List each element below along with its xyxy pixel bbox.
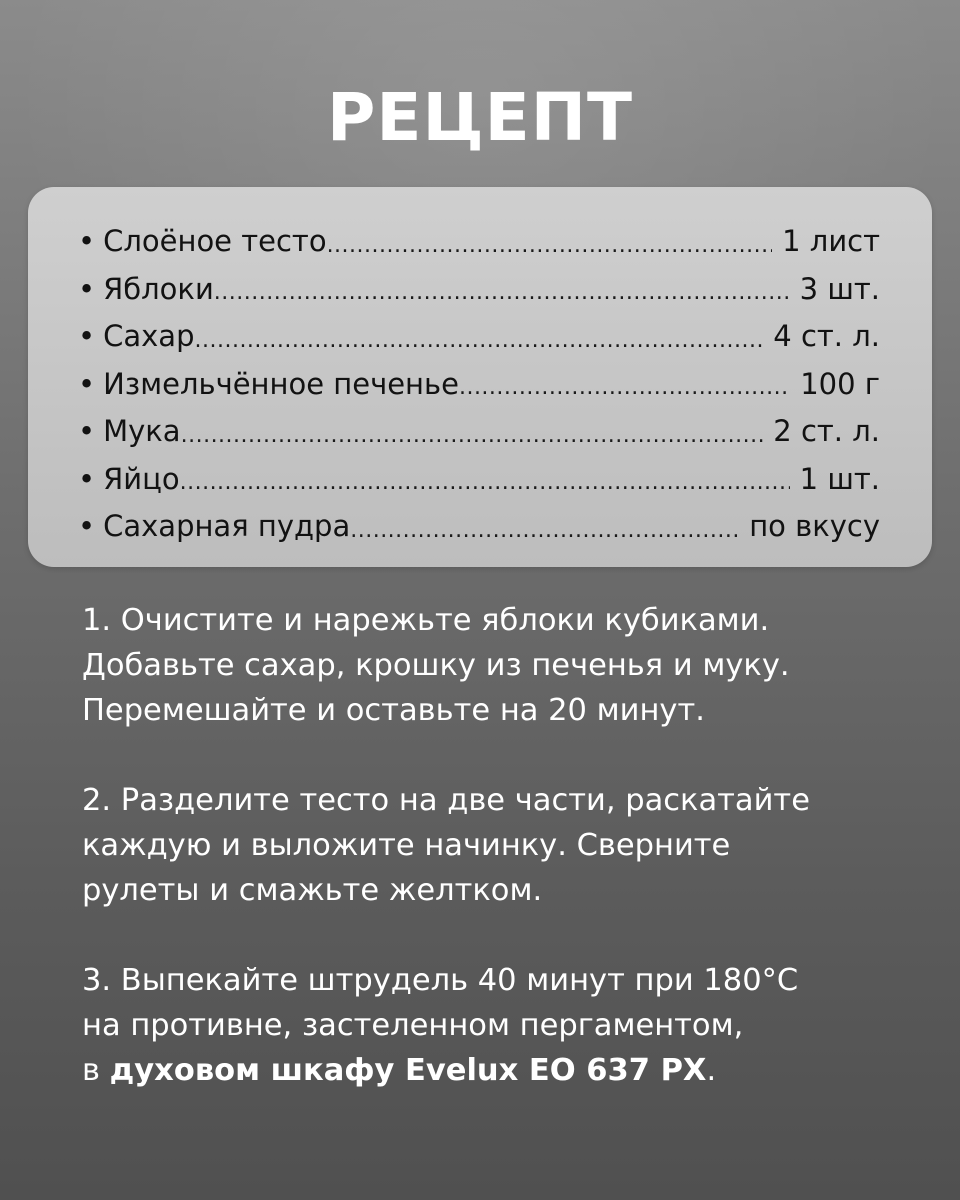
step-line: Добавьте сахар, крошку из печенья и муку.: [82, 648, 790, 683]
ingredient-name: Сахарная пудра: [103, 509, 351, 543]
ingredient-row: [78, 266, 880, 314]
ingredient-name: Яблоки: [103, 271, 214, 306]
ingredients-list: [78, 218, 880, 551]
step-line-oven: [82, 1048, 922, 1093]
step-line: 3. Выпекайте штрудель 40 минут при 180°С: [82, 963, 799, 998]
ingredient-name: Яйцо: [103, 461, 180, 496]
dot-leader: [180, 456, 790, 504]
dot-leader: [327, 218, 773, 266]
step-line: каждую и выложите начинку. Сверните: [82, 828, 731, 863]
bullet: •: [78, 414, 96, 448]
oven-prefix: в: [82, 1053, 110, 1088]
bullet: •: [78, 224, 96, 258]
step-line: Перемешайте и оставьте на 20 минут.: [82, 693, 705, 728]
oven-suffix: .: [706, 1053, 717, 1088]
dot-leader: [459, 361, 790, 409]
ingredient-quantity: 100 г: [800, 366, 880, 401]
step-2: [82, 778, 922, 913]
oven-model: духовом шкафу Evelux EO 637 PX: [109, 1053, 707, 1088]
dot-leader: [181, 408, 764, 456]
ingredient-quantity: 2 ст. л.: [773, 414, 880, 448]
ingredient-quantity: 1 лист: [782, 224, 880, 258]
ingredient-name: Сахар: [103, 319, 195, 353]
ingredient-name: Слоёное тесто: [103, 224, 327, 258]
ingredient-row: [78, 456, 880, 504]
ingredient-quantity: по вкусу: [749, 509, 880, 543]
bullet: •: [78, 461, 96, 496]
step-line: 1. Очистите и нарежьте яблоки кубиками.: [82, 603, 770, 638]
ingredient-row: [78, 408, 880, 456]
ingredient-name: Мука: [103, 414, 181, 448]
ingredient-row: [78, 313, 880, 361]
ingredient-quantity: 1 шт.: [799, 461, 880, 496]
dot-leader: [350, 503, 739, 551]
ingredient-name: Измельчённое печенье: [103, 366, 459, 401]
bullet: •: [78, 319, 96, 353]
step-1: [82, 598, 922, 733]
step-line: на противне, застеленном пергаментом,: [82, 1008, 744, 1043]
step-line: рулеты и смажьте желтком.: [82, 873, 543, 908]
ingredient-row: [78, 503, 880, 551]
bullet: •: [78, 271, 96, 306]
dot-leader: [214, 266, 790, 314]
bullet: •: [78, 509, 96, 543]
dot-leader: [194, 313, 763, 361]
bullet: •: [78, 366, 96, 401]
ingredient-row: [78, 218, 880, 266]
page-title: РЕЦЕПТ: [326, 79, 634, 156]
ingredient-quantity: 4 ст. л.: [773, 319, 880, 353]
step-3: [82, 958, 922, 1093]
instructions: [82, 598, 922, 1138]
ingredient-row: [78, 361, 880, 409]
ingredient-quantity: 3 шт.: [799, 271, 880, 306]
step-line: 2. Разделите тесто на две части, раскатайте: [82, 783, 810, 818]
